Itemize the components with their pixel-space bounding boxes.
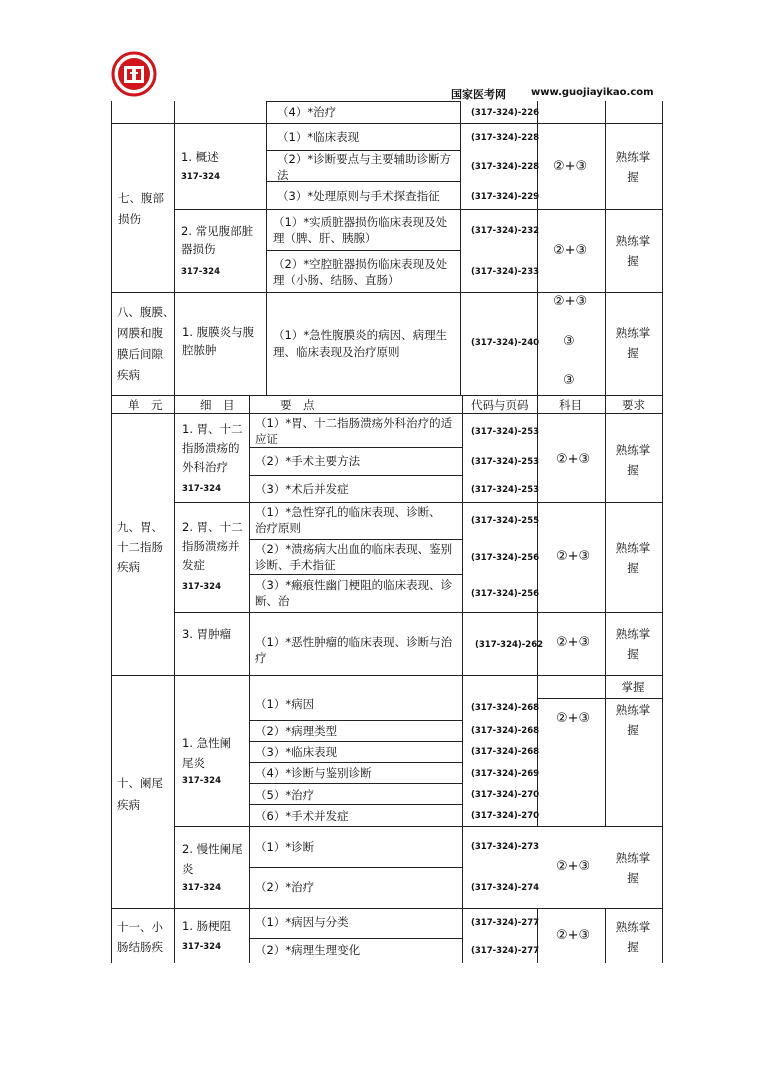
point-text: （3）*瘢痕性幽门梗阻的临床表现、诊 断、治 bbox=[255, 578, 453, 608]
page-code: (317-324)-253 bbox=[471, 427, 540, 437]
exam-subject: ③ bbox=[563, 373, 575, 388]
page-code: (317-324)-256 bbox=[471, 553, 540, 563]
page-code: (317-324)-256 bbox=[471, 589, 540, 599]
page-code: (317-324)-262 bbox=[475, 640, 544, 650]
point-text: （1）*急性穿孔的临床表现、诊断、 治疗原则 bbox=[255, 505, 441, 535]
col-header-exam: 科目 bbox=[559, 398, 582, 412]
point-text: （2）*手术主要方法 bbox=[255, 454, 361, 468]
point-text: （1）*恶性肿瘤的临床表现、诊断与治 疗 bbox=[255, 635, 453, 665]
page-code: (317-324)-253 bbox=[471, 457, 540, 467]
point-text: （2）*病理类型 bbox=[255, 724, 338, 738]
exam-subject: ②+③ bbox=[556, 928, 591, 943]
page-code: (317-324)-269 bbox=[471, 769, 540, 779]
requirement: 熟练掌 握 bbox=[615, 703, 651, 737]
exam-subject: ②+③ bbox=[553, 159, 588, 174]
col-header-req: 要求 bbox=[622, 398, 645, 412]
col-header-subject: 细 目 bbox=[200, 398, 235, 412]
subject-label: 2. 常见腹部脏 器损伤 bbox=[181, 224, 254, 256]
subject-label: 3. 胃肿瘤 bbox=[182, 627, 232, 641]
subject-code: 317-324 bbox=[181, 267, 221, 277]
header-site-url[interactable]: www.guojiayikao.com bbox=[531, 87, 654, 98]
requirement: 熟练掌 握 bbox=[615, 443, 651, 477]
unit-label: 十、阑尾 疾病 bbox=[117, 776, 163, 812]
col-header-code: 代码与页码 bbox=[471, 398, 529, 412]
col-header-points: 要 点 bbox=[280, 398, 315, 412]
page-code: (317-324)-253 bbox=[471, 485, 540, 495]
exam-subject: ②+③ bbox=[556, 452, 591, 467]
point-text: （3）*术后并发症 bbox=[255, 482, 349, 496]
point-text: （6）*手术并发症 bbox=[255, 809, 349, 823]
requirement: 熟练掌 握 bbox=[615, 627, 651, 661]
exam-subject: ②+③ bbox=[556, 859, 591, 874]
header-site-name: 国家医考网 bbox=[451, 88, 506, 101]
subject-label: 1. 概述 bbox=[181, 150, 219, 164]
subject-label: 1. 腹膜炎与腹 腔脓肿 bbox=[182, 325, 255, 357]
requirement: 熟练掌 握 bbox=[615, 541, 651, 575]
exam-subject: ②+③ bbox=[556, 711, 591, 726]
exam-subject: ②+③ bbox=[553, 294, 588, 309]
subject-label: 1. 胃、十二 指肠溃疡的 外科治疗 bbox=[182, 422, 243, 474]
point-text: （2）*诊断要点与主要辅助诊断方 法 bbox=[277, 152, 452, 182]
col-header-unit: 单 元 bbox=[128, 398, 163, 412]
point-text: （1）*病因 bbox=[255, 697, 315, 711]
point-text: （1）*临床表现 bbox=[277, 130, 360, 144]
point-text: （1）*实质脏器损伤临床表现及处 理（脾、肝、胰腺） bbox=[273, 215, 448, 245]
page-code: (317-324)-268 bbox=[471, 747, 540, 757]
page-code: (317-324)-270 bbox=[471, 811, 540, 821]
point-text: （5）*治疗 bbox=[255, 788, 315, 802]
requirement: 熟练掌 握 bbox=[615, 326, 651, 360]
subject-label: 2. 胃、十二 指肠溃疡并 发症 bbox=[182, 520, 243, 572]
point-text: （1）*胃、十二指肠溃疡外科治疗的适 应证 bbox=[255, 416, 453, 446]
subject-code: 317-324 bbox=[182, 883, 222, 893]
point-text: （3）*临床表现 bbox=[255, 745, 338, 759]
exam-subject: ②+③ bbox=[556, 635, 591, 650]
page-code: (317-324)-268 bbox=[471, 726, 540, 736]
unit-label: 八、腹膜、 网膜和腹 膜后间隙 疾病 bbox=[117, 305, 175, 382]
point-text: （2）*病理生理变化 bbox=[255, 943, 361, 957]
requirement: 熟练掌 握 bbox=[615, 920, 651, 954]
point-text: （1）*病因与分类 bbox=[255, 915, 349, 929]
subject-label: 2. 慢性阑尾 炎 bbox=[182, 842, 243, 876]
page-code: (317-324)-226 bbox=[471, 108, 540, 118]
exam-subject: ②+③ bbox=[556, 549, 591, 564]
subject-code: 317-324 bbox=[182, 484, 222, 494]
page-code: (317-324)-277 bbox=[471, 946, 540, 956]
subject-label: 1. 肠梗阻 bbox=[182, 919, 232, 933]
page-code: (317-324)-270 bbox=[471, 790, 540, 800]
requirement: 熟练掌 握 bbox=[615, 150, 651, 184]
page-code: (317-324)-274 bbox=[471, 883, 540, 893]
page-code: (317-324)-255 bbox=[471, 516, 540, 526]
page-code: (317-324)-232 bbox=[471, 226, 540, 236]
page-code: (317-324)-268 bbox=[471, 703, 540, 713]
page-code: (317-324)-228 bbox=[471, 133, 540, 143]
point-text: （1）*诊断 bbox=[255, 840, 315, 854]
point-text: （3）*处理原则与手术探查指征 bbox=[277, 189, 440, 203]
unit-label: 九、胃、 十二指肠 疾病 bbox=[117, 520, 163, 574]
subject-code: 317-324 bbox=[181, 172, 221, 182]
page-code: (317-324)-228 bbox=[471, 162, 540, 172]
subject-label: 1. 急性阑 尾炎 bbox=[182, 736, 232, 770]
page-code: (317-324)-229 bbox=[471, 192, 540, 202]
subject-code: 317-324 bbox=[182, 582, 222, 592]
point-text: （4）*治疗 bbox=[277, 105, 337, 119]
subject-code: 317-324 bbox=[182, 942, 222, 952]
requirement: 熟练掌 握 bbox=[615, 851, 651, 885]
point-text: （2）*空腔脏器损伤临床表现及处 理（小肠、结肠、直肠） bbox=[273, 257, 448, 287]
unit-label: 七、腹部 损伤 bbox=[118, 191, 164, 226]
page-code: (317-324)-273 bbox=[471, 842, 540, 852]
exam-subject: ③ bbox=[563, 334, 575, 349]
page-code: (317-324)-277 bbox=[471, 918, 540, 928]
unit-label: 十一、小 肠结肠疾 bbox=[117, 920, 163, 954]
exam-subject: ②+③ bbox=[553, 243, 588, 258]
point-text: （4）*诊断与鉴别诊断 bbox=[255, 766, 372, 780]
point-text: （1）*急性腹膜炎的病因、病理生 理、临床表现及治疗原则 bbox=[273, 328, 448, 359]
subject-code: 317-324 bbox=[182, 776, 222, 786]
page-code: (317-324)-233 bbox=[471, 267, 540, 277]
page-code: (317-324)-240 bbox=[471, 338, 540, 348]
point-text: （2）*治疗 bbox=[255, 880, 315, 894]
requirement: 熟练掌 握 bbox=[615, 234, 651, 268]
requirement: 掌握 bbox=[621, 680, 645, 694]
point-text: （2）*溃疡病大出血的临床表现、鉴别 诊断、手术指征 bbox=[255, 542, 453, 572]
